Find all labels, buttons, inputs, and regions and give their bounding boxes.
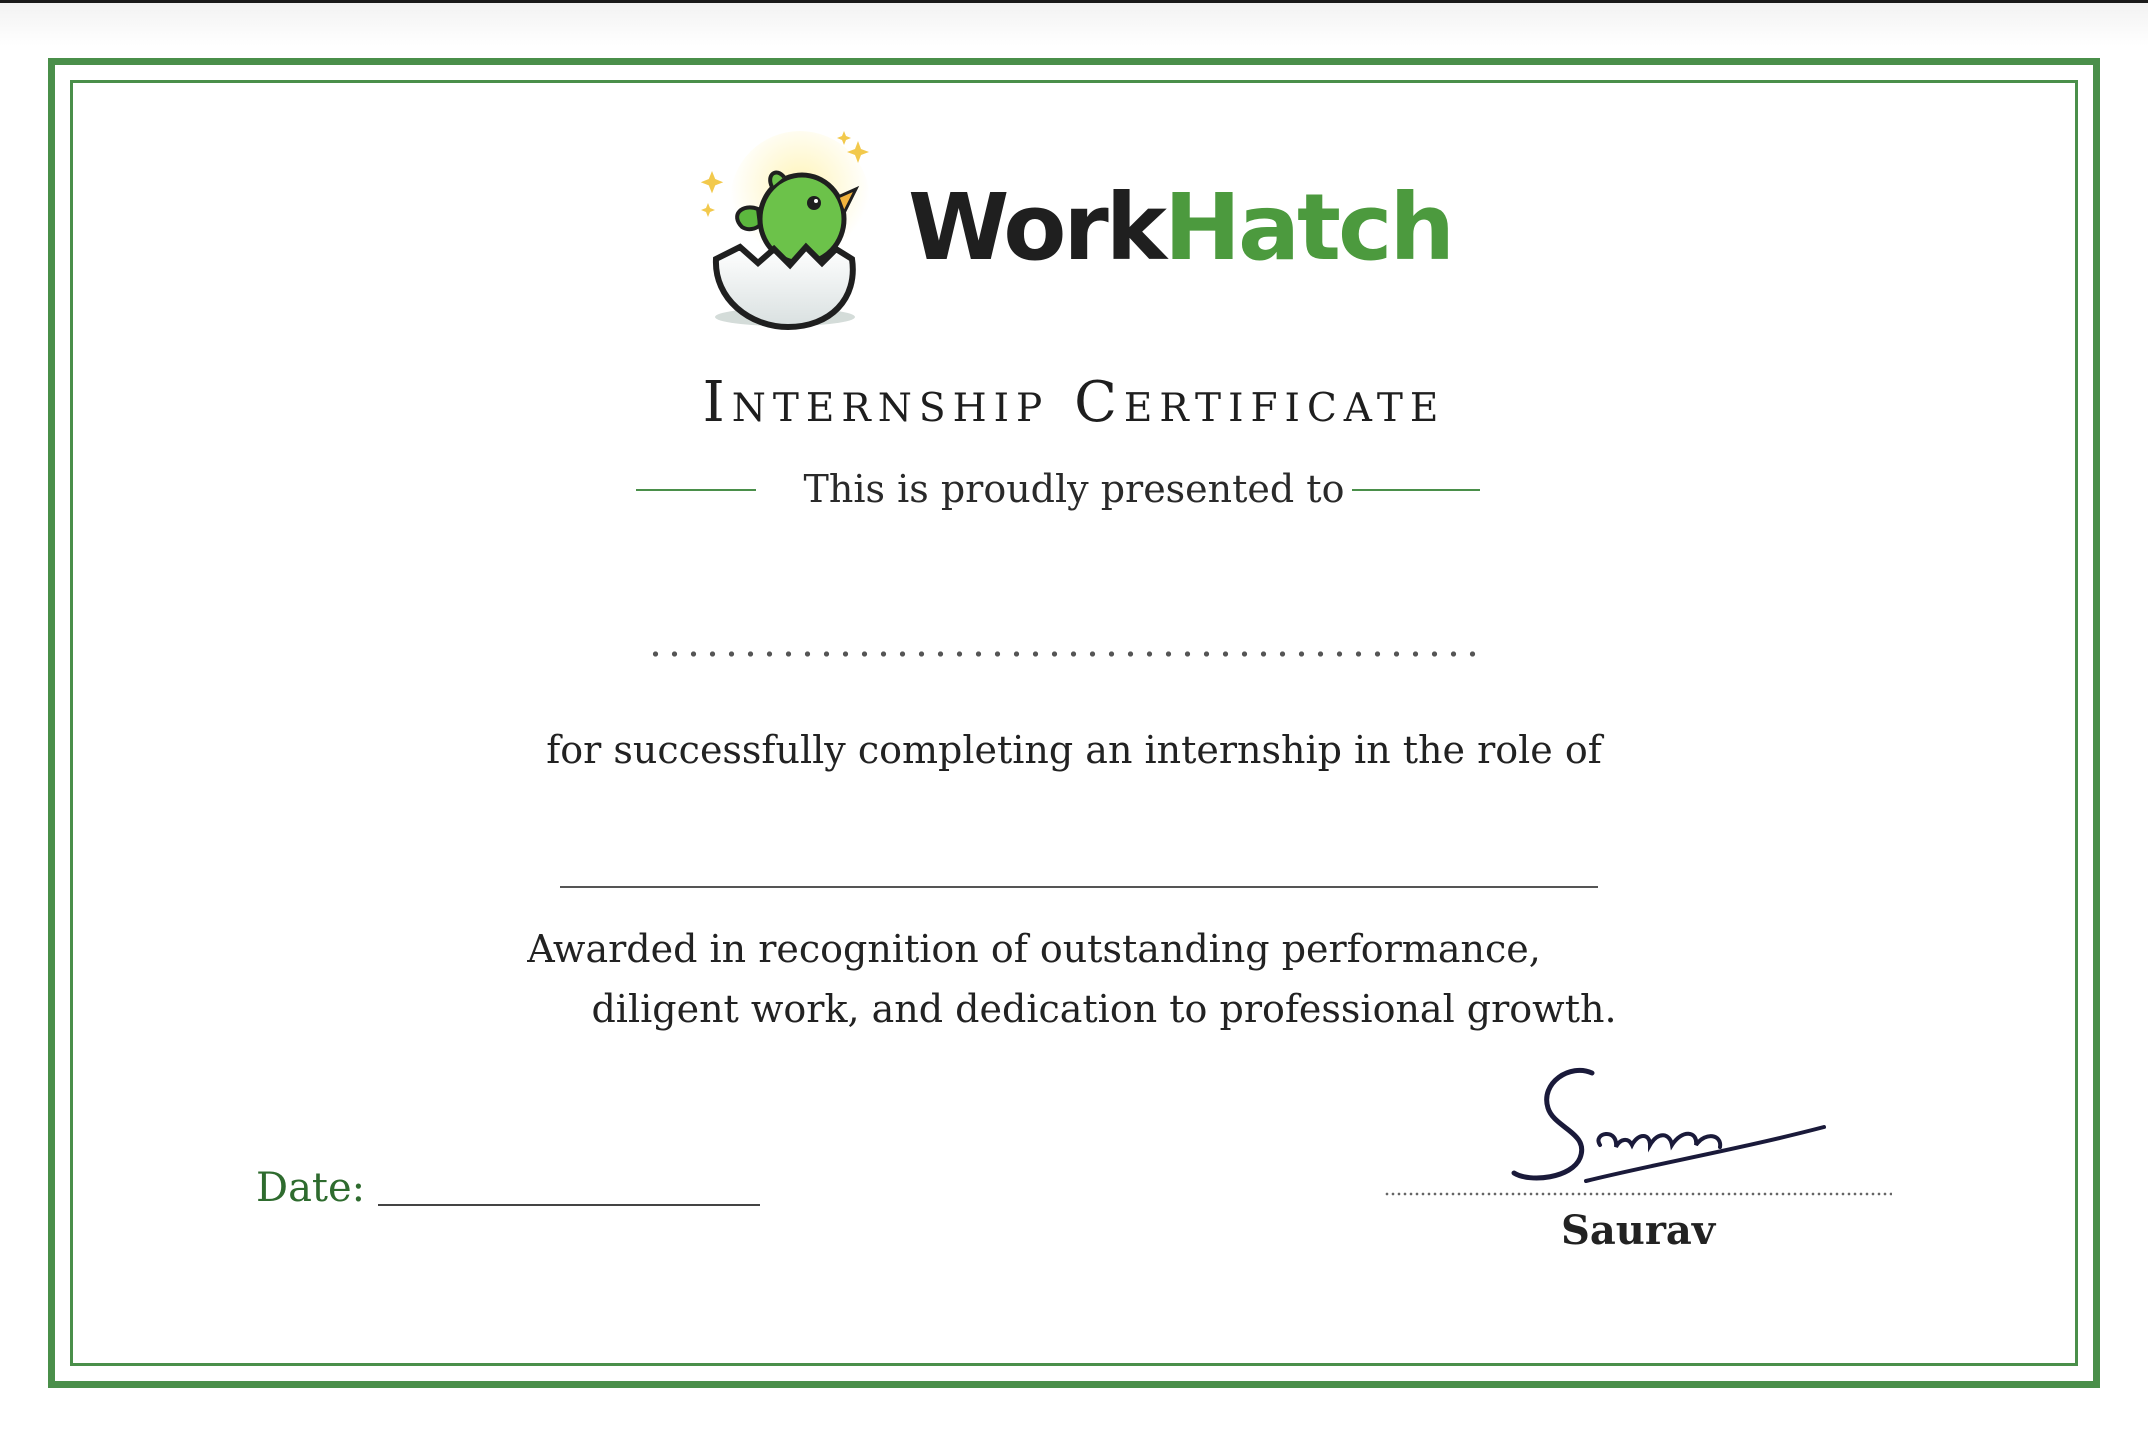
brand-name-hatch: Hatch <box>1163 174 1453 281</box>
right-divider <box>1352 489 1480 491</box>
recipient-name-line <box>646 649 1482 659</box>
signer-name: Saurav <box>1560 1207 1716 1254</box>
award-line-1: Awarded in recognition of outstanding performance, <box>527 927 1541 971</box>
certificate-title: Internship Certificate <box>702 370 1446 435</box>
brand-name-work: Work <box>908 174 1164 281</box>
role-line <box>560 886 1598 888</box>
award-text <box>0 919 2148 1039</box>
date-line <box>378 1204 760 1206</box>
signature-icon <box>1500 1053 1830 1193</box>
date-label: Date: <box>256 1165 366 1211</box>
brand-name <box>908 173 1452 283</box>
role-text: for successfully completing an internship in the role of <box>546 728 1602 772</box>
presented-text: This is proudly presented to <box>803 467 1345 511</box>
signature-line <box>1384 1192 1892 1196</box>
chick-in-egg-logo-icon <box>680 131 900 331</box>
award-line-2: diligent work, and dedication to professional growth. <box>591 987 1617 1031</box>
